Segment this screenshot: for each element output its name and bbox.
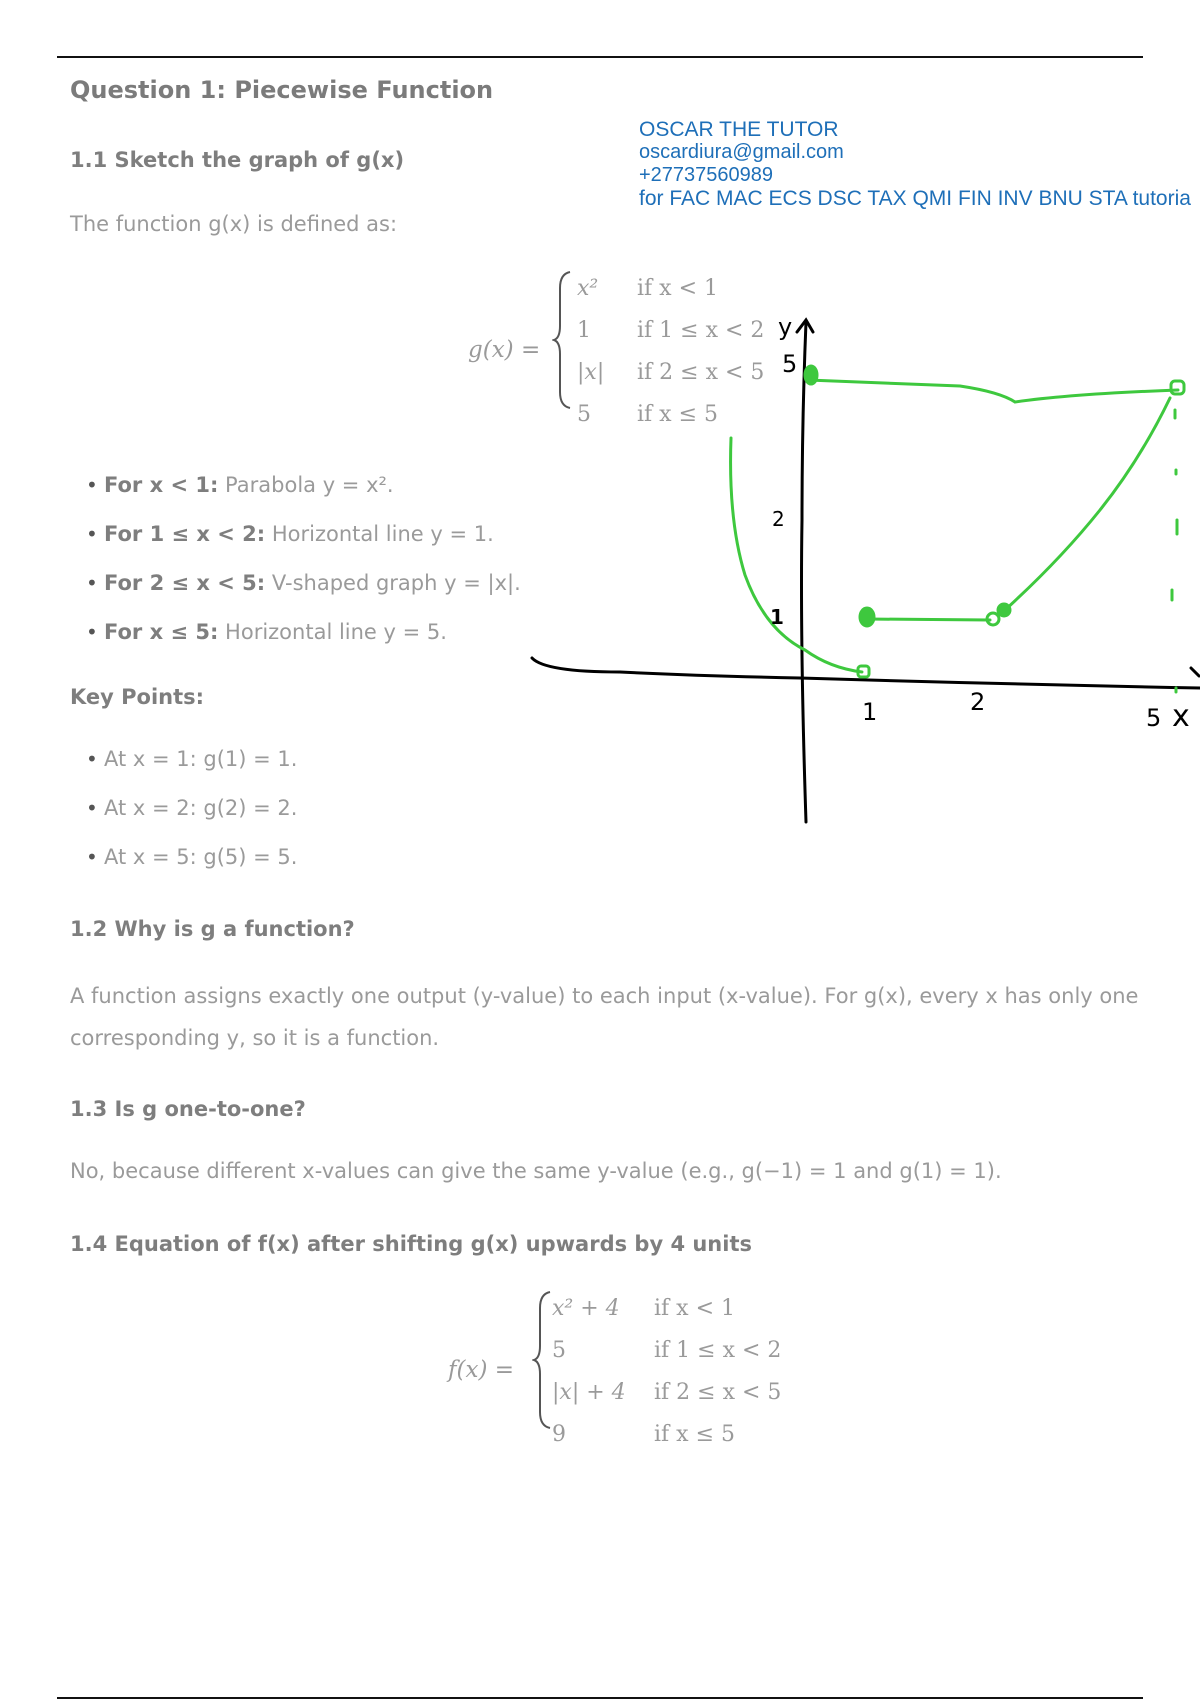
list-item: • For 2 ≤ x < 5: V-shaped graph y = |x|. (62, 565, 521, 614)
g-piece-row: 1 if 1 ≤ x < 2 (577, 318, 765, 343)
y-tick-label: 2 (772, 507, 785, 531)
g-piece-row: 5 if x ≤ 5 (577, 402, 718, 427)
x-tick-label: 2 (970, 688, 986, 716)
y-axis-label: y (778, 313, 793, 341)
list-item: • For x < 1: Parabola y = x². (62, 467, 521, 516)
section-1-1-heading: 1.1 Sketch the graph of g(x) (70, 148, 405, 172)
section-1-3-text: No, because different x-values can give the same y-value (e.g., g(−1) = 1 and g(1) = 1). (70, 1159, 1002, 1183)
g-piece-row: |x| if 2 ≤ x < 5 (577, 360, 765, 385)
closed-point (998, 604, 1010, 616)
sketch-points (805, 366, 1184, 677)
list-item: • For x ≤ 5: Horizontal line y = 5. (62, 614, 521, 663)
f-lhs: f(x) = (448, 1357, 515, 1383)
f-piece-row: 9 if x ≤ 5 (552, 1422, 735, 1447)
list-item: • At x = 5: g(5) = 5. (62, 839, 297, 888)
closed-point (860, 608, 874, 626)
g-lhs: g(x) = (468, 337, 541, 363)
parabola-curve (731, 438, 862, 672)
sketch-curves (731, 380, 1178, 692)
paragraph-line: corresponding y, so it is a function. (70, 1026, 440, 1050)
y-axis (802, 322, 807, 822)
bottom-rule (57, 1697, 1143, 1699)
tutor-phone[interactable]: +27737560989 (639, 164, 774, 186)
page-title: Question 1: Piecewise Function (70, 76, 494, 104)
x-axis-arrow (1191, 668, 1199, 676)
open-point (1171, 381, 1184, 394)
paragraph-line: A function assigns exactly one output (y-value) to each input (x-value). For g(x), every x has only one (70, 984, 1139, 1008)
list-item: • At x = 2: g(2) = 2. (62, 790, 297, 839)
section-1-4-heading: 1.4 Equation of f(x) after shifting g(x) upwards by 4 units (70, 1232, 752, 1256)
tutor-subjects: for FAC MAC ECS DSC TAX QMI FIN INV BNU STA tutoria (639, 187, 1191, 210)
dashed-marks (1172, 410, 1177, 692)
top-line (808, 380, 1178, 402)
section-1-3-heading: 1.3 Is g one-to-one? (70, 1097, 306, 1121)
f-piece-row: |x| + 4 if 2 ≤ x < 5 (552, 1380, 782, 1405)
section-1-1-intro: The function g(x) is defined as: (70, 212, 398, 236)
x-axis (532, 658, 1200, 688)
f-pieces (552, 1288, 781, 1456)
tutor-name: OSCAR THE TUTOR (639, 118, 839, 141)
list-item: • For 1 ≤ x < 2: Horizontal line y = 1. (62, 516, 521, 565)
x-axis-label: x (1172, 699, 1190, 734)
rising-line (1005, 398, 1170, 610)
list-item: • At x = 1: g(1) = 1. (62, 741, 297, 790)
section-1-2-text (70, 975, 1150, 1059)
y-tick-label: 1 (770, 605, 784, 629)
f-piece-row: x² + 4 if x < 1 (552, 1296, 735, 1321)
key-points-heading: Key Points: (70, 685, 205, 709)
middle-line (866, 619, 990, 620)
f-piece-row: 5 if 1 ≤ x < 2 (552, 1338, 782, 1363)
tutor-email[interactable]: oscardiura@gmail.com (639, 141, 844, 163)
y-tick-label: 5 (782, 350, 798, 378)
section-1-2-heading: 1.2 Why is g a function? (70, 917, 355, 941)
hand-sketch (0, 0, 1200, 840)
x-tick-label: 1 (862, 698, 878, 726)
sketch-labels (770, 313, 1190, 734)
g-piece-row: x² if x < 1 (577, 276, 718, 301)
closed-point (805, 366, 817, 384)
x-tick-label: 5 (1146, 704, 1162, 732)
